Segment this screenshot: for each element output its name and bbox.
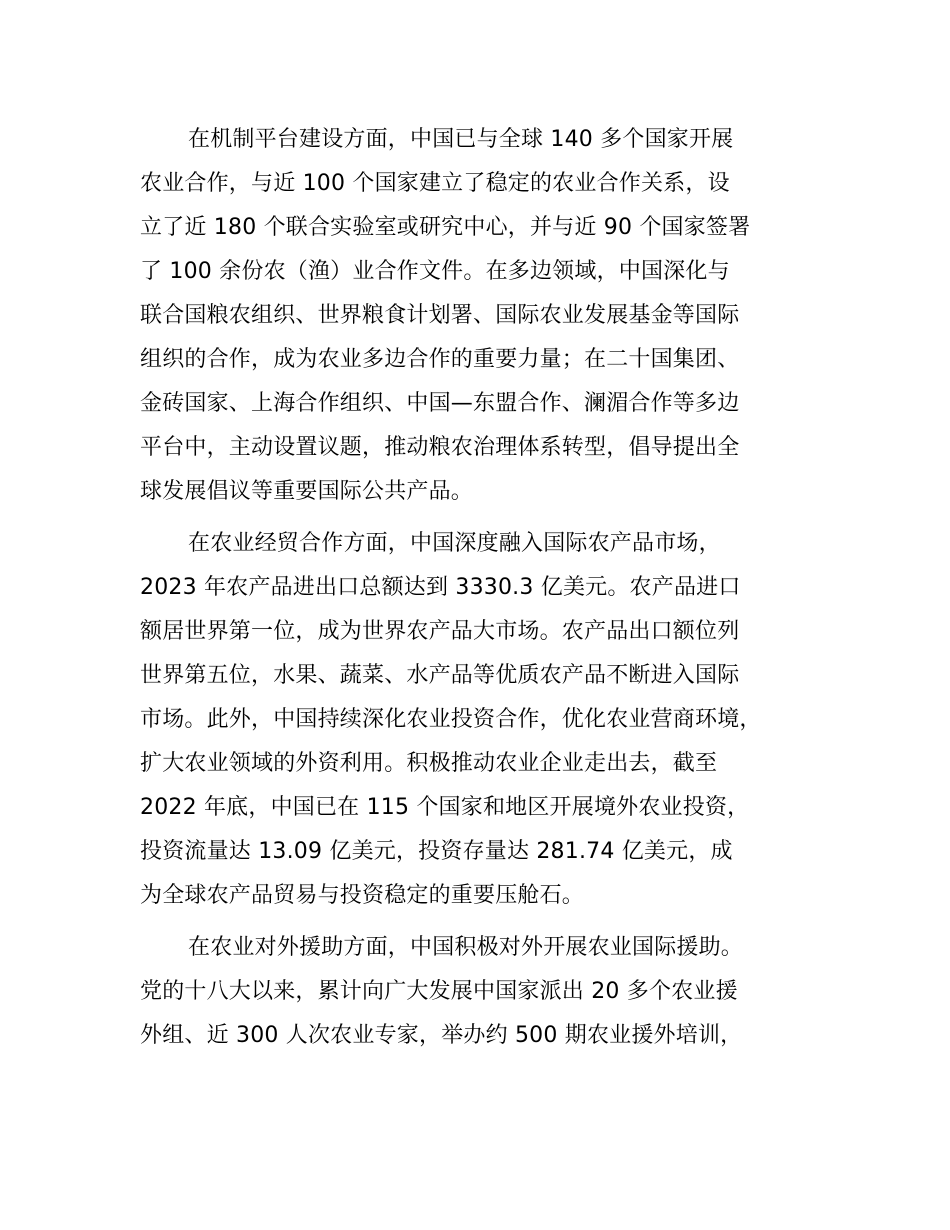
text-line: 立了近 180 个联合实验室或研究中心，并与近 90 个国家签署 [140,215,751,240]
text-line: 党的十八大以来，累计向广大发展中国家派出 20 多个农业援 [140,979,738,1004]
text-line: 在农业经贸合作方面，中国深度融入国际农产品市场， [188,531,721,556]
text-line: 平台中，主动设置议题，推动粮农治理体系转型，倡导提出全 [140,435,740,460]
text-line: 在机制平台建设方面，中国已与全球 140 多个国家开展 [188,127,734,152]
paragraph-foreign-aid [140,926,840,1058]
text-line: 额居世界第一位，成为世界农产品大市场。农产品出口额位列 [140,619,740,644]
paragraph-mechanism-platform [140,118,840,514]
text-line: 世界第五位，水果、蔬菜、水产品等优质农产品不断进入国际 [140,663,740,688]
text-line: 农业合作，与近 100 个国家建立了稳定的农业合作关系，设 [140,171,730,196]
text-line: 市场。此外，中国持续深化农业投资合作，优化农业营商环境， [140,707,762,732]
body-text [140,118,840,1058]
text-line: 在农业对外援助方面，中国积极对外开展农业国际援助。 [188,935,744,960]
text-line: 金砖国家、上海合作组织、中国—东盟合作、澜湄合作等多边 [140,391,740,416]
text-line: 投资流量达 13.09 亿美元，投资存量达 281.74 亿美元，成 [140,839,733,864]
text-line: 2022 年底，中国已在 115 个国家和地区开展境外农业投资， [140,795,750,820]
paragraph-spacer [140,918,840,926]
text-line: 外组、近 300 人次农业专家，举办约 500 期农业援外培训， [140,1023,743,1048]
text-line: 为全球农产品贸易与投资稳定的重要压舱石。 [140,883,585,908]
text-line: 扩大农业领域的外资利用。积极推动农业企业走出去，截至 [140,751,718,776]
paragraph-trade-cooperation [140,522,840,918]
paragraph-spacer [140,514,840,522]
text-line: 了 100 余份农（渔）业合作文件。在多边领域，中国深化与 [140,259,730,284]
text-line: 2023 年农产品进出口总额达到 3330.3 亿美元。农产品进口 [140,575,741,600]
text-line: 球发展倡议等重要国际公共产品。 [140,479,474,504]
text-line: 组织的合作，成为农业多边合作的重要力量；在二十国集团、 [140,347,740,372]
text-line: 联合国粮农组织、世界粮食计划署、国际农业发展基金等国际 [140,303,740,328]
